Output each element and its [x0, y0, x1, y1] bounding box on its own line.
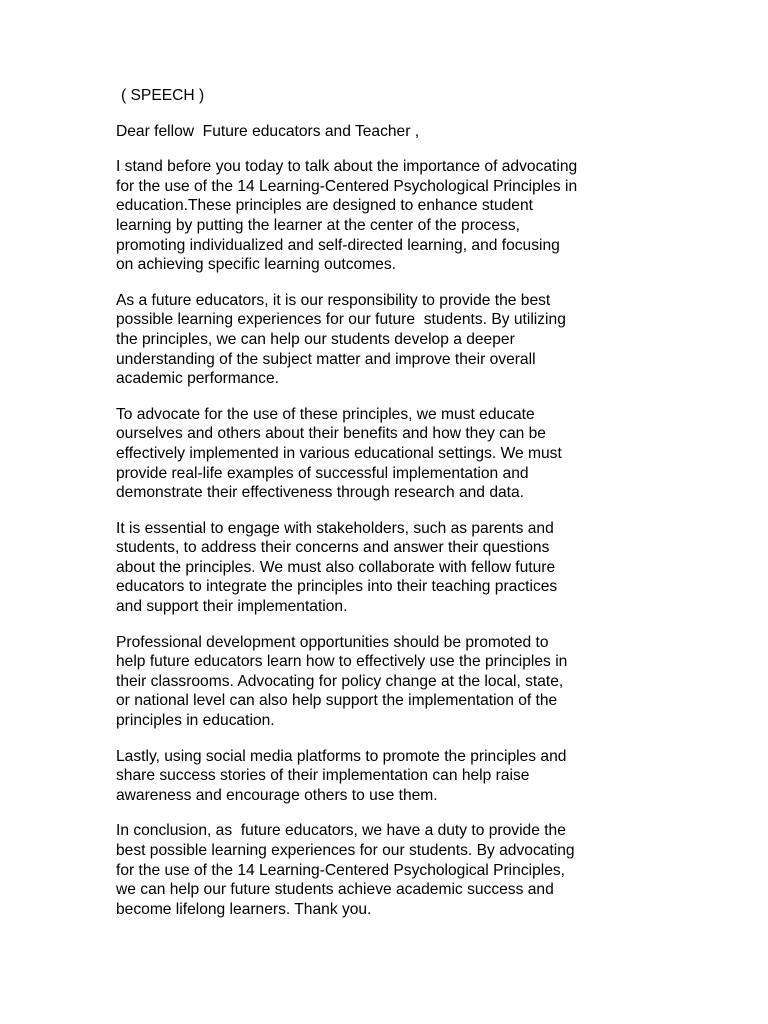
paragraph-line: share success stories of their implementation can help raise: [116, 767, 530, 785]
paragraph-line: provide real-life examples of successful implementation and: [116, 464, 529, 482]
paragraph-social-media: [116, 747, 656, 806]
paragraph-line: for the use of the 14 Learning-Centered Psychological Principles in: [116, 177, 578, 195]
paragraph-line: understanding of the subject matter and improve their overall: [116, 350, 536, 368]
paragraph-line: and support their implementation.: [116, 598, 348, 616]
paragraph-line: Lastly, using social media platforms to promote the principles and: [116, 747, 567, 765]
paragraph-line: demonstrate their effectiveness through research and data.: [116, 484, 524, 502]
paragraph-line: on achieving specific learning outcomes.: [116, 256, 396, 274]
paragraph-line: for the use of the 14 Learning-Centered Psychological Principles,: [116, 861, 566, 879]
paragraph-line: promoting individualized and self-directed learning, and focusing: [116, 236, 560, 254]
paragraph-line: effectively implemented in various educational settings. We must: [116, 444, 562, 462]
speech-heading: ( SPEECH ): [121, 87, 205, 104]
paragraph-line: As a future educators, it is our responsibility to provide the best: [116, 291, 551, 309]
paragraph-line: learning by putting the learner at the center of the process,: [116, 216, 520, 234]
paragraph-line: or national level can also help support the implementation of the: [116, 692, 558, 710]
paragraph-professional-development: [116, 633, 656, 731]
paragraph-line: become lifelong learners. Thank you.: [116, 900, 372, 918]
paragraph-line: awareness and encourage others to use them.: [116, 786, 438, 804]
paragraph-conclusion: [116, 821, 656, 919]
paragraph-stakeholders: [116, 519, 656, 617]
paragraph-line: their classrooms. Advocating for policy change at the local, state,: [116, 672, 564, 690]
paragraph-line: Professional development opportunities should be promoted to: [116, 633, 549, 651]
paragraph-line: education.These principles are designed to enhance student: [116, 197, 533, 215]
paragraph-line: It is essential to engage with stakeholders, such as parents and: [116, 519, 554, 537]
paragraph-line: the principles, we can help our students develop a deeper: [116, 330, 515, 348]
paragraph-advocate: [116, 405, 656, 503]
paragraph-line: possible learning experiences for our future students. By utilizing: [116, 311, 566, 329]
paragraph-line: principles in education.: [116, 712, 275, 730]
paragraph-line: educators to integrate the principles into their teaching practices: [116, 578, 558, 596]
paragraph-intro: [116, 157, 656, 275]
paragraph-line: help future educators learn how to effectively use the principles in: [116, 653, 568, 671]
paragraph-line: best possible learning experiences for our students. By advocating: [116, 842, 575, 859]
salutation: Dear fellow Future educators and Teacher ,: [116, 122, 420, 140]
paragraph-line: students, to address their concerns and answer their questions: [116, 539, 550, 557]
paragraph-line: about the principles. We must also collaborate with fellow future: [116, 558, 556, 576]
paragraph-line: academic performance.: [116, 370, 279, 388]
paragraph-line: In conclusion, as future educators, we have a duty to provide the: [116, 822, 566, 840]
paragraph-line: To advocate for the use of these principles, we must educate: [116, 405, 535, 423]
document-body: [116, 86, 656, 935]
paragraph-line: I stand before you today to talk about the importance of advocating: [116, 158, 578, 176]
paragraph-responsibility: [116, 291, 656, 389]
paragraph-line: ourselves and others about their benefits and how they can be: [116, 425, 546, 443]
paragraph-line: we can help our future students achieve academic success and: [116, 881, 554, 899]
